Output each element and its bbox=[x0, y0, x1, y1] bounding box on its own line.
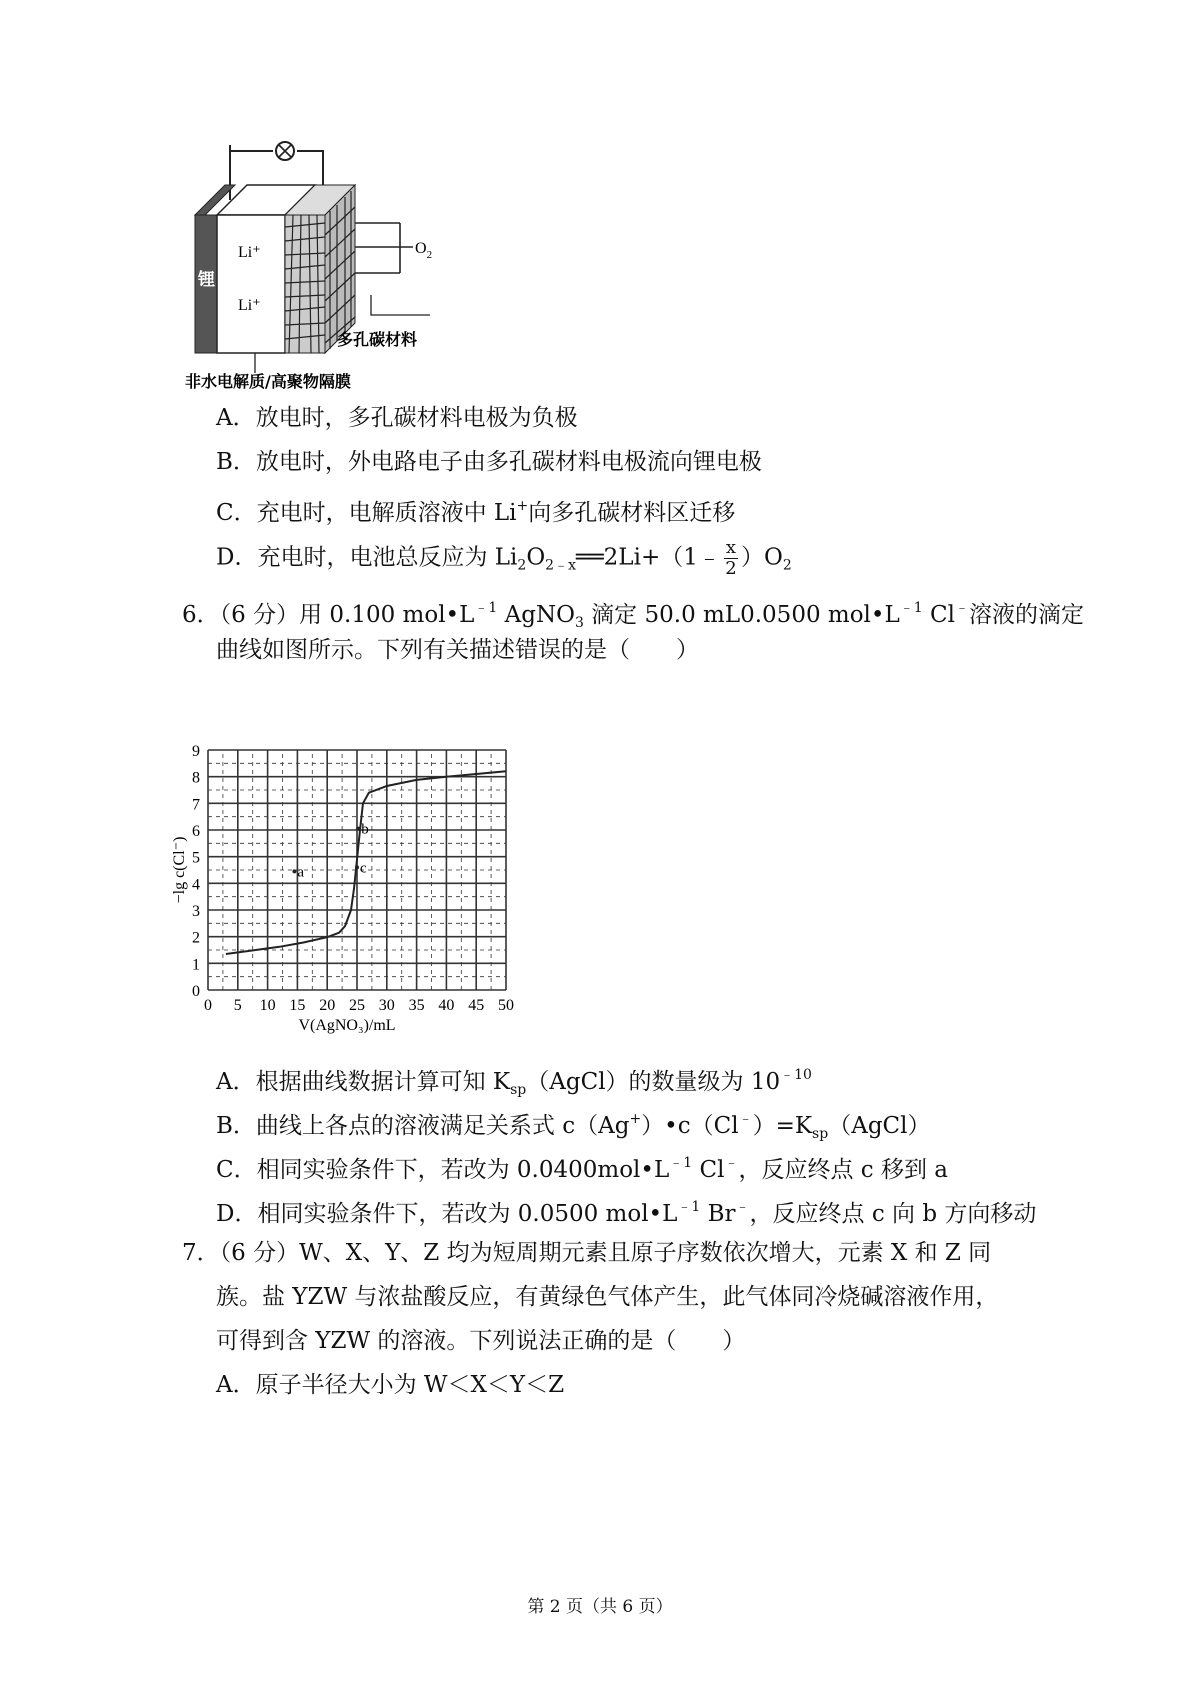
q6-option-d: D．相同实验条件下，若改为 0.0500 $mol•L^{﹣1}$ Br﹣，反应终点 c 向 b 方向移动 bbox=[216, 1199, 1037, 1227]
titration-curve-chart bbox=[171, 742, 528, 1042]
point-a bbox=[292, 869, 296, 873]
li-ion-label-2: Li⁺ bbox=[238, 297, 261, 314]
y-tick-label: 2 bbox=[192, 929, 200, 947]
q6-stem-line1: 6．（6 分）用 0.100 $mol•L^{﹣1}$ AgNO$_3$ 滴定 50.0 mL0.0500 $mol•L^{﹣1}$ Cl﹣溶液的滴定 bbox=[182, 600, 1084, 631]
point-b bbox=[356, 827, 360, 831]
q6-option-a: A．根据曲线数据计算可知 $K_{sp}(AgCl)$的数量级为 $10^{﹣10}$ bbox=[216, 1067, 812, 1098]
x-tick-label: 35 bbox=[408, 997, 425, 1014]
y-axis-label: −lg c(Cl⁻) bbox=[171, 836, 188, 904]
y-tick-label: 4 bbox=[192, 876, 200, 894]
q6-option-c: C．相同实验条件下，若改为 $0.0400mol•L^{﹣1}$ Cl﹣，反应终点 c 移到 a bbox=[216, 1155, 948, 1183]
point-label-b: b bbox=[361, 821, 369, 838]
q6-stem-line2: 曲线如图所示。下列有关描述错误的是（ ） bbox=[216, 637, 699, 663]
porous-carbon-block bbox=[285, 185, 355, 353]
q7-option-a: A．原子半径大小为 W＜X＜Y＜Z bbox=[216, 1372, 565, 1398]
y-tick-label: 5 bbox=[192, 849, 200, 867]
point-label-a: a bbox=[297, 864, 305, 881]
q5-option-b: B．放电时，外电路电子由多孔碳材料电极流向锂电极 bbox=[216, 449, 762, 475]
y-tick-label: 3 bbox=[192, 903, 200, 920]
fraction-x-over-2: $\frac{x}{2}$ bbox=[725, 537, 737, 579]
y-tick-label: 1 bbox=[192, 956, 200, 974]
x-tick-label: 5 bbox=[233, 997, 242, 1014]
y-tick-label: 6 bbox=[192, 823, 200, 840]
lithium-label: 锂 bbox=[198, 270, 215, 290]
q7-stem-line2: 族。盐 YZW 与浓盐酸反应，有黄绿色气体产生，此气体同冷烧碱溶液作用， bbox=[216, 1284, 999, 1310]
q7-stem-line1: 7．（6 分）W、X、Y、Z 均为短周期元素且原子序数依次增大，元素 X 和 Z 同 bbox=[182, 1240, 992, 1266]
x-tick-label: 0 bbox=[204, 997, 212, 1014]
x-tick-label: 15 bbox=[289, 997, 306, 1014]
x-tick-label: 40 bbox=[438, 997, 455, 1014]
y-tick-label: 8 bbox=[192, 769, 200, 787]
x-axis-label: V(AgNO₃)/mL bbox=[298, 1017, 396, 1034]
battery-caption: 非水电解质/高聚物隔膜 bbox=[185, 372, 351, 391]
y-tick-label: 7 bbox=[192, 796, 200, 814]
x-tick-label: 25 bbox=[349, 997, 365, 1014]
point-c bbox=[355, 865, 359, 869]
x-tick-label: 50 bbox=[498, 997, 514, 1014]
x-tick-label: 20 bbox=[319, 997, 336, 1014]
porous-carbon-label: 多孔碳材料 bbox=[337, 330, 418, 349]
q5-option-a: A．放电时，多孔碳材料电极为负极 bbox=[216, 405, 578, 431]
oxygen-label: $O_2$ bbox=[415, 240, 433, 261]
li-ion-label-1: Li⁺ bbox=[238, 244, 261, 261]
y-tick-label: 9 bbox=[192, 743, 200, 760]
page-footer: 第 2 页（共 6 页） bbox=[527, 1597, 673, 1617]
x-tick-label: 30 bbox=[378, 997, 395, 1014]
li-air-battery-figure bbox=[185, 145, 475, 395]
q6-option-b: B．曲线上各点的溶液满足关系式 $c(Ag^+)•c(Cl^﹣)=K_{sp}(AgCl)$ bbox=[216, 1111, 931, 1142]
q7-stem-line3: 可得到含 YZW 的溶液。下列说法正确的是（ ） bbox=[216, 1328, 746, 1354]
point-label-c: c bbox=[360, 860, 367, 877]
x-tick-label: 45 bbox=[468, 997, 485, 1014]
q5-option-d: D．充电时，电池总反应为 $Li_2O_{2﹣x}══2Li+(1﹣$ $\frac{x}{2}$ ）$O_2$ bbox=[216, 537, 792, 579]
electrolyte-region bbox=[217, 215, 285, 353]
q5-option-c: C．充电时，电解质溶液中 Li+向多孔碳材料区迁移 bbox=[216, 498, 736, 526]
x-tick-label: 10 bbox=[259, 997, 276, 1014]
bulb-icon bbox=[276, 142, 294, 160]
y-tick-label: 0 bbox=[192, 983, 200, 1000]
